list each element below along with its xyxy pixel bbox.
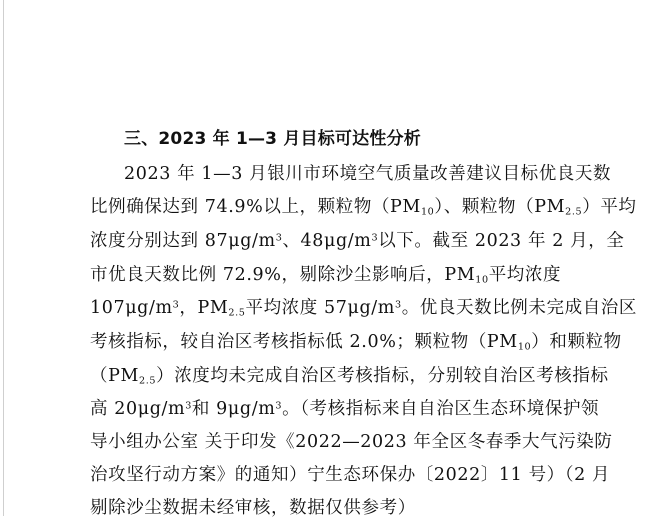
line-text: （PM <box>90 366 139 386</box>
line-text: ）、颗粒物（PM <box>434 197 566 217</box>
line-text: ）浓度均未完成自治区考核指标，分别较自治区考核指标 <box>156 366 609 386</box>
line-text: 、48μg/m <box>282 231 372 251</box>
paragraph-line-2 <box>90 193 637 218</box>
line-text: 高 20μg/m <box>90 399 186 419</box>
subscript: 2.5 <box>228 307 246 319</box>
paragraph-line-8 <box>90 395 599 420</box>
line-text: 市优良天数比例 72.9%，剔除沙尘影响后，PM <box>90 265 476 285</box>
line-text: 和 9μg/m <box>191 399 276 419</box>
section-heading: 三、2023 年 1—3 月目标可达性分析 <box>124 129 421 149</box>
line-text: 浓度分别达到 87μg/m <box>90 231 276 251</box>
superscript: 3 <box>172 299 180 311</box>
line-text: 107μg/m <box>90 298 173 318</box>
paragraph-line-7 <box>90 362 609 387</box>
line-text: 平均浓度 57μg/m <box>245 298 395 318</box>
line-text: 平均浓度 <box>488 265 562 285</box>
line-text: 。（考核指标来自自治区生态环境保护领 <box>282 399 600 419</box>
paragraph-line-5 <box>90 294 637 319</box>
line-text: 比例确保达到 74.9%以上，颗粒物（PM <box>90 197 421 217</box>
line-text: 以下。截至 2023 年 2 月，全 <box>378 231 625 251</box>
subscript: 10 <box>475 274 489 286</box>
line-text: 导小组办公室 关于印发《2022—2023 年全区冬春季大气污染防 <box>90 432 613 452</box>
subscript: 10 <box>420 206 435 218</box>
line-text: ）和颗粒物 <box>531 332 622 352</box>
subscript: 2.5 <box>565 206 583 218</box>
paragraph-line-3 <box>90 227 624 252</box>
paragraph-line-4 <box>90 261 561 286</box>
superscript: 3 <box>185 400 192 412</box>
line-text: 。优良天数比例未完成自治区 <box>401 298 638 318</box>
line-text: 考核指标，较自治区考核指标低 2.0%；颗粒物（PM <box>90 332 518 352</box>
line-text: 治攻坚行动方案》的通知）宁生态环保办〔2022〕11 号）（2 月 <box>90 465 611 485</box>
superscript: 3 <box>275 232 283 244</box>
line-text: 2023 年 1—3 月银川市环境空气质量改善建议目标优良天数 <box>124 164 612 184</box>
paragraph-line-9 <box>90 428 613 453</box>
paragraph-line-11 <box>90 494 416 519</box>
superscript: 3 <box>371 232 379 244</box>
subscript: 10 <box>517 341 532 353</box>
line-text: 剔除沙尘数据未经审核，数据仅供参考） <box>90 498 416 518</box>
paragraph-line-1 <box>124 160 611 185</box>
line-text: ）平均 <box>582 197 637 217</box>
superscript: 3 <box>275 400 283 412</box>
subscript: 2.5 <box>139 375 157 387</box>
superscript: 3 <box>394 299 402 311</box>
paragraph-line-6 <box>90 328 622 353</box>
paragraph-line-10 <box>90 461 610 486</box>
line-text: ，PM <box>179 298 229 318</box>
